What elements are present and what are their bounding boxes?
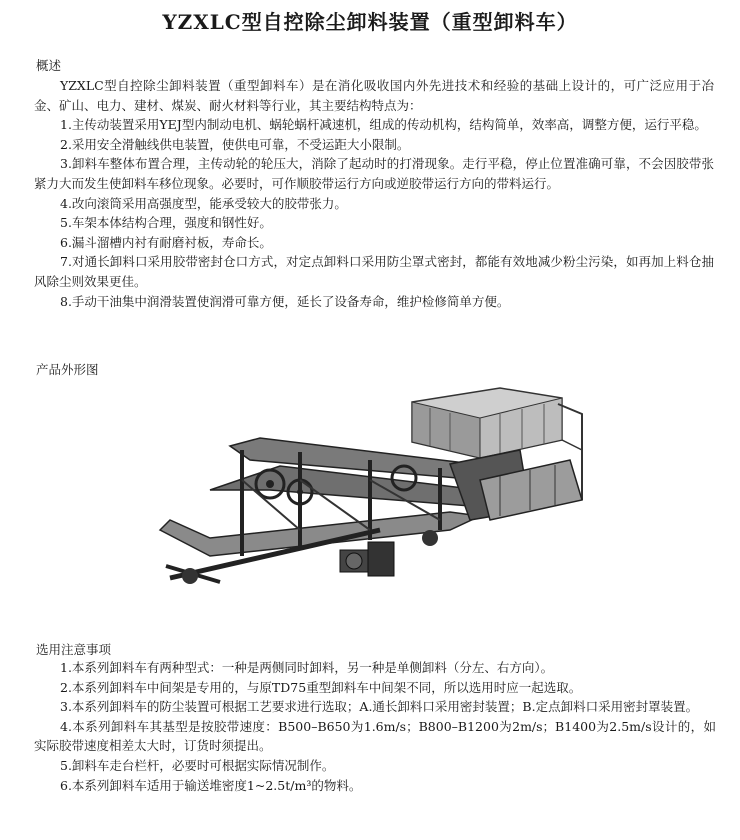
selection-item-1: 1.本系列卸料车有两种型式：一种是两侧同时卸料，另一种是单侧卸料（分左、右方向）。 (60, 660, 554, 675)
selection-item-6: 6.本系列卸料车适用于输送堆密度1~2.5t/m³的物料。 (60, 777, 362, 793)
overview-item-6: 6.漏斗溜槽内衬有耐磨衬板，寿命长。 (60, 234, 272, 250)
selection-body (34, 658, 716, 795)
page-title: YZXLC型自控除尘卸料装置（重型卸料车） (162, 10, 578, 34)
overview-item-8: 8.手动干油集中润滑装置使润滑可靠方便，延长了设备寿命，维护检修简单方便。 (60, 293, 510, 309)
overview-item-3: 3.卸料车整体布置合理，主传动轮的轮压大，消除了起动时的打滑现象。走行平稳，停止位置准确可靠，不会因胶带张紧力大而发生使卸料车移位现象。必要时，可作顺胶带运行方向或逆胶带运行方向的带料运行。 (34, 156, 714, 191)
selection-item-5: 5.卸料车走台栏杆，必要时可根据实际情况制作。 (60, 757, 335, 773)
selection-item-3: 3.本系列卸料车的防尘装置可根据工艺要求进行选取；A.通长卸料口采用密封装置；B.定点卸料口采用密封罩装置。 (60, 699, 699, 715)
selection-item-2: 2.本系列卸料车中间架是专用的，与原TD75重型卸料车中间架不同，所以选用时应一起选取。 (60, 679, 582, 695)
overview-item-2: 2.采用安全滑触线供电装置，使供电可靠，不受运距大小限制。 (60, 136, 410, 152)
overview-item-4: 4.改向滚筒采用高强度型，能承受较大的胶带张力。 (60, 195, 347, 211)
overview-item-7: 7.对通长卸料口采用胶带密封仓口方式，对定点卸料口采用防尘罩式密封，都能有效地减少粉尘污染，如再加上料仓抽风除尘则效果更佳。 (34, 254, 714, 289)
overview-intro: YZXLC型自控除尘卸料装置（重型卸料车）是在消化吸收国内外先进技术和经验的基础上设计的，可广泛应用于冶金、矿山、电力、建材、煤炭、耐火材料等行业，其主要结构特点为： (34, 78, 714, 113)
figure-heading: 产品外形图 (36, 362, 99, 377)
overview-heading: 概述 (36, 58, 62, 73)
overview-item-5: 5.车架本体结构合理，强度和钢性好。 (60, 215, 272, 231)
overview-item-1: 1.主传动装置采用YEJ型内制动电机、蜗轮蜗杆减速机，组成的传动机构，结构简单，效率高，调整方便，运行平稳。 (60, 117, 707, 133)
selection-heading: 选用注意事项 (36, 642, 112, 657)
overview-body (34, 76, 714, 311)
product-figure (150, 380, 590, 600)
selection-item-4: 4.本系列卸料车其基型是按胶带速度：B500–B650为1.6m/s；B800–B1200为2m/s；B1400为2.5m/s设计的，如实际胶带速度相差太大时，订货时须提出。 (34, 718, 716, 754)
tripper-car-illustration (150, 380, 590, 600)
